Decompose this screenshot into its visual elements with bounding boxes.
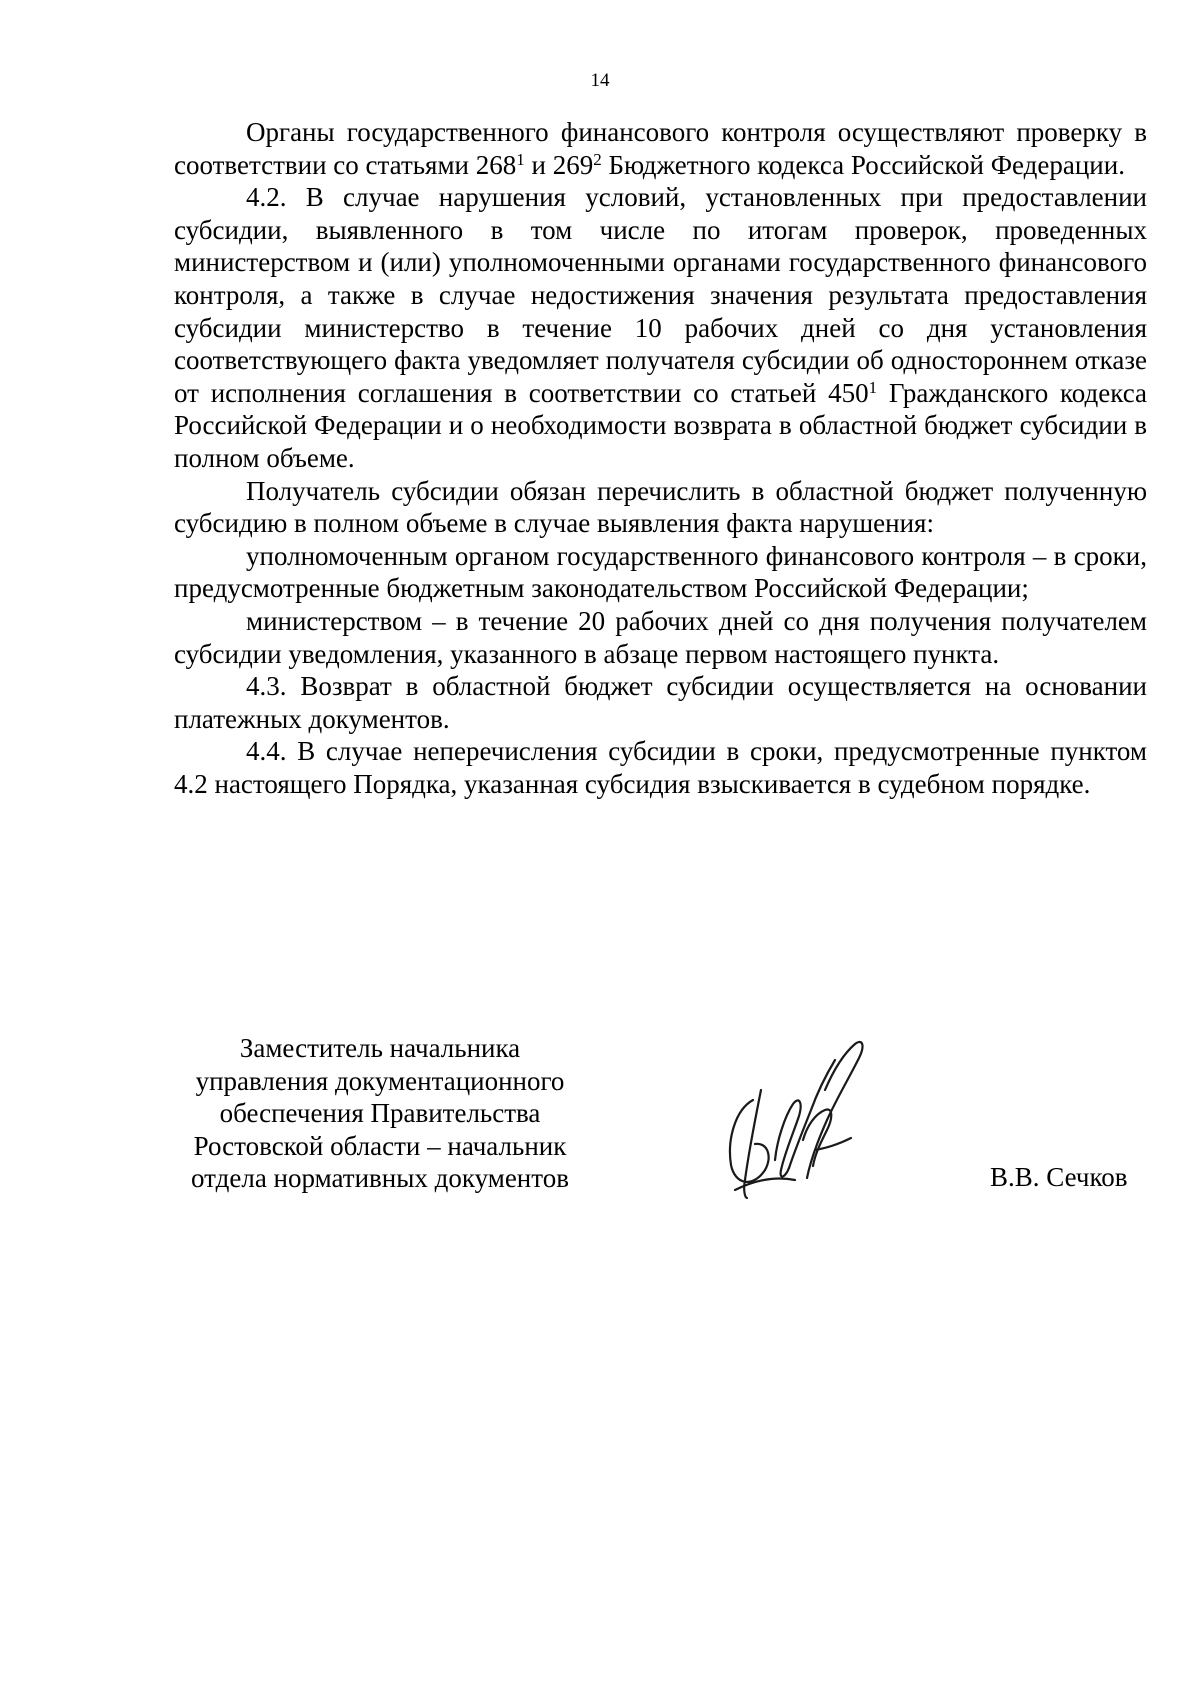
document-body xyxy=(174,116,1147,800)
paragraph-state-financial-control xyxy=(174,116,1147,181)
paragraph-4-2 xyxy=(174,181,1147,474)
paragraph-text: Бюджетного кодекса Российской Федерации. xyxy=(601,149,1125,180)
paragraph-text: 4.2. В случае нарушения условий, установленных при предоставлении субсидии, выявленного в том числе по итогам проверок, проведенных министерством и (или) уполномоченными органами государственного финансового контроля, а также в случае недостижения значения результата предоставления субсидии министерство в течение 10 рабочих дней со дня установления соответствующего факта уведомляет получателя субсидии об одностороннем отказе от исполнения соглашения в соответствии со статьей 450 xyxy=(174,182,1147,408)
superscript: 2 xyxy=(593,149,602,169)
signer-position xyxy=(170,1032,590,1195)
signer-position-line: Заместитель начальника xyxy=(239,1033,521,1063)
page-number: 14 xyxy=(590,70,610,91)
paragraph-authorized-body: уполномоченным органом государственного финансового контроля – в сроки, предусмотренные бюджетным законодательством Российской Федерации; xyxy=(174,540,1147,604)
paragraph-ministry: министерством – в течение 20 рабочих дней со дня получения получателем субсидии уведомления, указанного в абзаце первом настоящего пункта. xyxy=(174,605,1147,669)
paragraph-recipient-obligation: Получатель субсидии обязан перечислить в областной бюджет полученную субсидию в полном объеме в случае выявления факта нарушения: xyxy=(174,475,1147,539)
superscript: 1 xyxy=(516,149,525,169)
signer-position-line: Ростовской области – начальник xyxy=(193,1130,567,1161)
paragraph-4-4: 4.4. В случае неперечисления субсидии в сроки, предусмотренные пунктом 4.2 настоящего Порядка, указанная субсидия взыскивается в судебном порядке. xyxy=(174,736,1147,799)
superscript: 1 xyxy=(868,377,878,397)
signer-position-line: обеспечения Правительства xyxy=(219,1098,541,1129)
signer-position-line: отдела нормативных документов xyxy=(191,1163,569,1194)
signer-position-line: управления документационного xyxy=(195,1065,565,1096)
paragraph-text: и 269 xyxy=(524,149,594,180)
paragraph-text: Гражданского кодекса Российской Федерации и о необходимости возврата в областной бюджет субсидии в полном объеме. xyxy=(174,377,1147,473)
paragraph-4-3: 4.3. Возврат в областной бюджет субсидии осуществляется на основании платежных документов. xyxy=(174,671,1147,734)
paragraph-text: Органы государственного финансового контроля осуществляют проверку в соответствии со статьями 268 xyxy=(174,117,1147,180)
handwritten-signature xyxy=(715,1030,875,1200)
signer-name: В.В. Сечков xyxy=(990,1162,1128,1192)
